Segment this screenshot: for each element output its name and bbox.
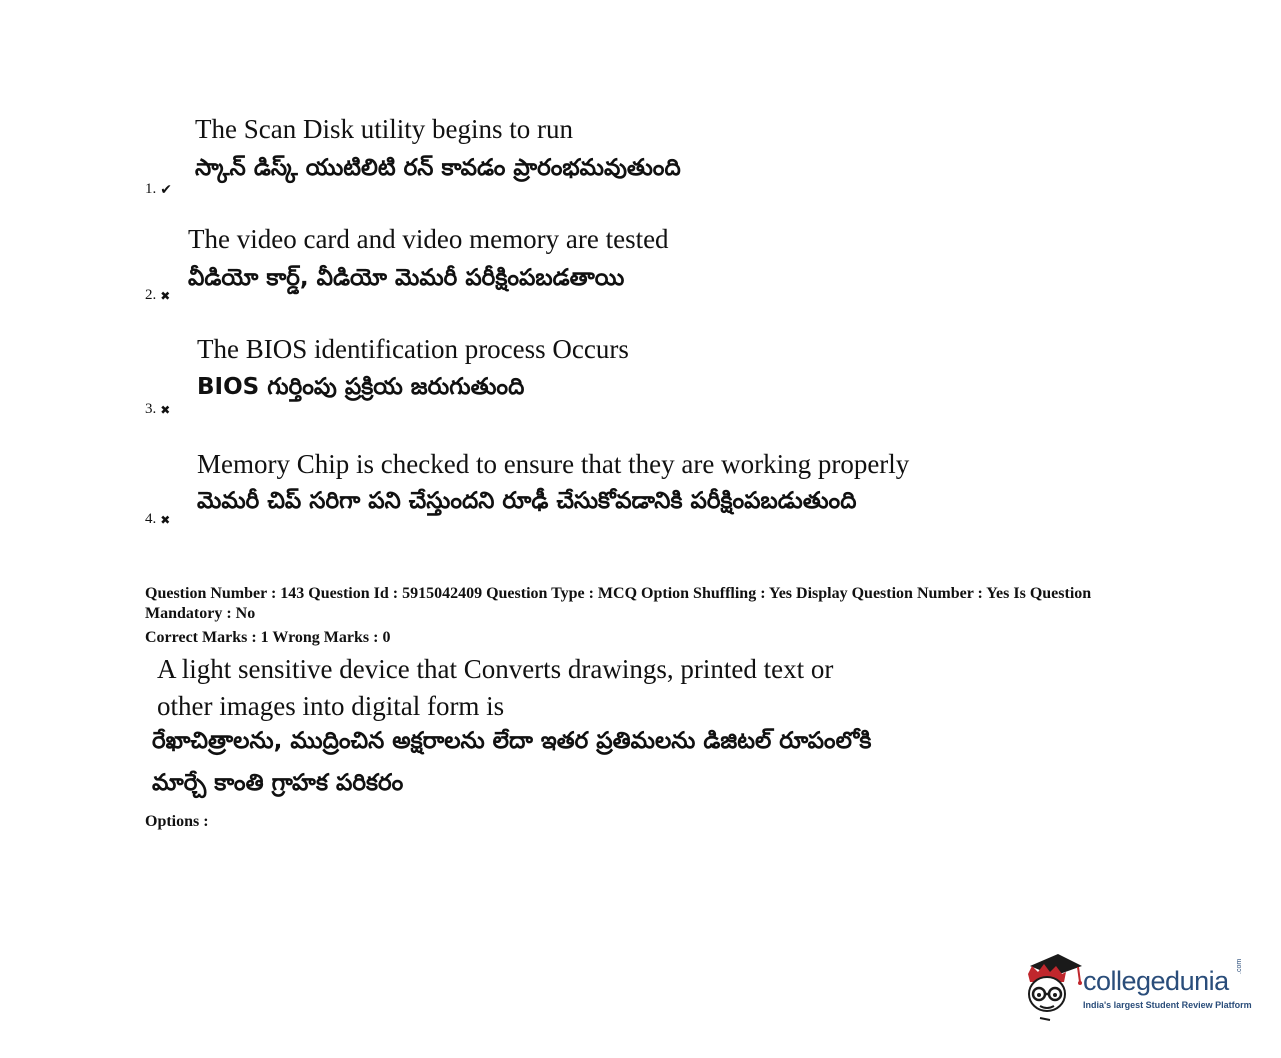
- logo-com: .com: [1236, 958, 1243, 974]
- logo-wordmark: collegedunia: [1083, 966, 1229, 996]
- question-meta-line1: Question Number : 143 Question Id : 5915042409 Question Type : MCQ Option Shuffling : Yes Display Question Number : Yes Is Question Mandatory : No: [145, 585, 1092, 622]
- logo-tagline: India's largest Student Review Platform: [1083, 1000, 1252, 1010]
- option-4-number: [145, 511, 170, 528]
- cross-icon: ✖: [160, 288, 171, 303]
- cross-icon: ✖: [160, 402, 171, 417]
- option-1-number: [145, 181, 172, 198]
- option-2-number-label: 2.: [145, 287, 157, 303]
- option-1-number-label: 1.: [145, 181, 157, 197]
- question-telugu-line2: మార్చే కాంతి గ్రాహక పరికరం: [152, 770, 404, 796]
- question-english-line2: other images into digital form is: [157, 691, 505, 721]
- options-label: Options :: [145, 813, 209, 830]
- option-4-english: Memory Chip is checked to ensure that they are working properly: [197, 449, 910, 479]
- option-1-english: The Scan Disk utility begins to run: [195, 114, 573, 144]
- option-2-english: The video card and video memory are tested: [188, 224, 669, 254]
- collegedunia-logo: [1022, 952, 1252, 1022]
- option-3-english: The BIOS identification process Occurs: [197, 334, 629, 364]
- option-3-telugu: BIOS గుర్తింపు ప్రక్రియ జరుగుతుంది: [197, 374, 525, 400]
- option-2-number: [145, 287, 170, 304]
- option-2-telugu: వీడియో కార్డ్, వీడియో మెమరీ పరీక్షింపబడతాయి: [188, 265, 625, 291]
- question-meta-line2: Correct Marks : 1 Wrong Marks : 0: [145, 629, 391, 646]
- option-4-telugu: మెమరీ చిప్ సరిగా పని చేస్తుందని రూఢీ చేసుకోవడానికి పరీక్షింపబడుతుంది: [197, 488, 857, 514]
- option-4-number-label: 4.: [145, 511, 157, 527]
- question-english-line1: A light sensitive device that Converts drawings, printed text or: [157, 654, 834, 684]
- option-3-number-label: 3.: [145, 401, 157, 417]
- option-3-number: [145, 401, 170, 418]
- mascot-graduate-icon: [1022, 952, 1084, 1022]
- option-1-telugu: స్కాన్ డిస్క్ యుటిలిటి రన్ కావడం ప్రారంభమవుతుంది: [195, 155, 681, 181]
- check-icon: ✔: [160, 181, 172, 198]
- cross-icon: ✖: [160, 512, 171, 527]
- question-telugu-line1: రేఖాచిత్రాలను, ముద్రించిన అక్షరాలను లేదా ఇతర ప్రతిమలను డిజిటల్ రూపంలోకి: [152, 728, 872, 754]
